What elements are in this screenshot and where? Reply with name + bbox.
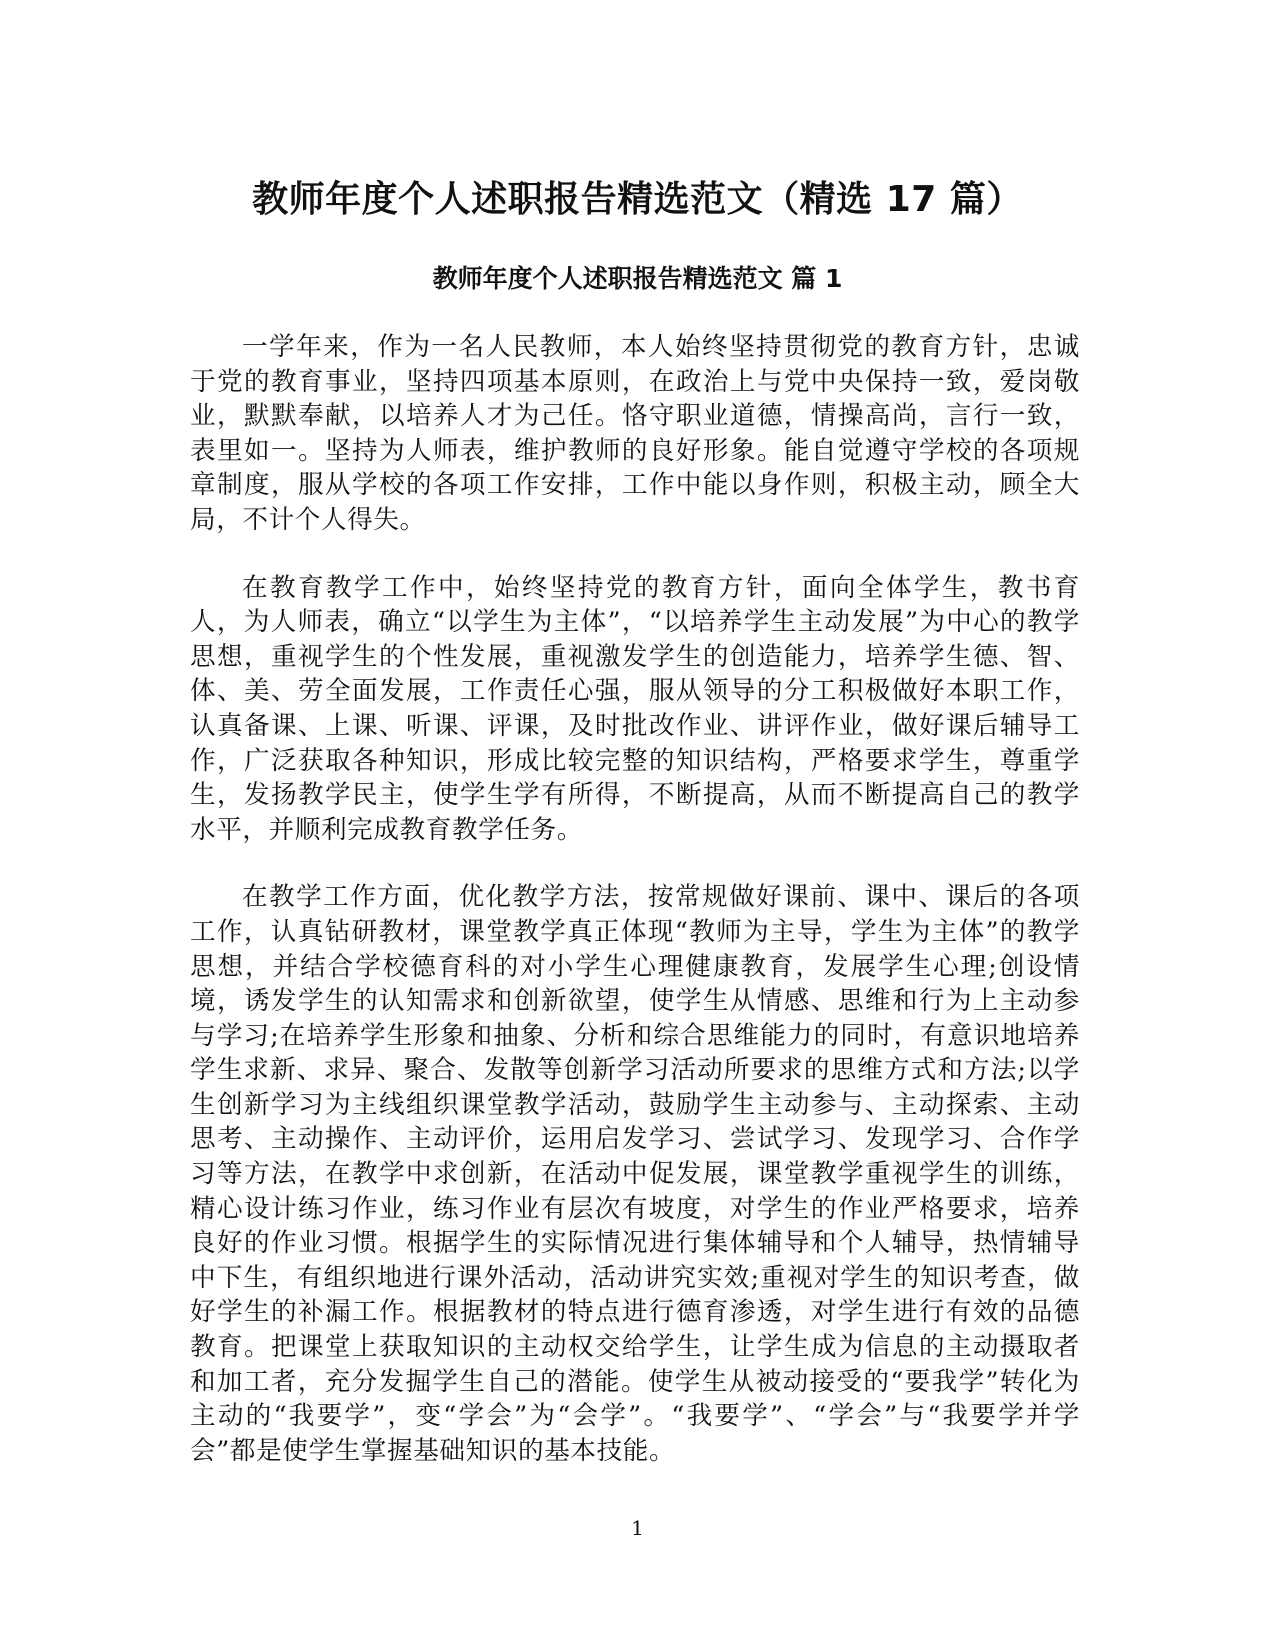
paragraph-2: 在教育教学工作中，始终坚持党的教育方针，面向全体学生，教书育人，为人师表，确立“以学生为主体”，“以培养学生主动发展”为中心的教学思想，重视学生的个性发展，重视激发学生的创造能力，培养学生德、智、体、美、劳全面发展，工作责任心强，服从领导的分工积极做好本职工作，认真备课、上课、听课、评课，及时批改作业、讲评作业，做好课后辅导工作，广泛获取各种知识，形成比较完整的知识结构，严格要求学生，尊重学生，发扬教学民主，使学生学有所得，不断提高，从而不断提高自己的教学水平，并顺利完成教育教学任务。: [190, 572, 1080, 845]
section-heading: 教师年度个人述职报告精选范文 篇 1: [432, 264, 843, 293]
document-title: 教师年度个人述职报告精选范文（精选 17 篇）: [252, 179, 1023, 220]
paragraph-3: 在教学工作方面，优化教学方法，按常规做好课前、课中、课后的各项工作，认真钻研教材，课堂教学真正体现“教师为主导，学生为主体”的教学思想，并结合学校德育科的对小学生心理健康教育，发展学生心理;创设情境，诱发学生的认知需求和创新欲望，使学生从情感、思维和行为上主动参与学习;在培养学生形象和抽象、分析和综合思维能力的同时，有意识地培养学生求新、求异、聚合、发散等创新学习活动所要求的思维方式和方法;以学生创新学习为主线组织课堂教学活动，鼓励学生主动参与、主动探索、主动思考、主动操作、主动评价，运用启发学习、尝试学习、发现学习、合作学习等方法，在教学中求创新，在活动中促发展，课堂教学重视学生的训练，精心设计练习作业，练习作业有层次有坡度，对学生的作业严格要求，培养良好的作业习惯。根据学生的实际情况进行集体辅导和个人辅导，热情辅导中下生，有组织地进行课外活动，活动讲究实效;重视对学生的知识考查，做好学生的补漏工作。根据教材的特点进行德育渗透，对学生进行有效的品德教育。把课堂上获取知识的主动权交给学生，让学生成为信息的主动摄取者和加工者，充分发掘学生自己的潜能。使学生从被动接受的“要我学”转化为主动的“我要学”，变“学会”为“会学”。“我要学”、“学会”与“我要学并学会”都是使学生掌握基础知识的基本技能。: [190, 882, 1080, 1466]
paragraph-1: 一学年来，作为一名人民教师，本人始终坚持贯彻党的教育方针，忠诚于党的教育事业，坚持四项基本原则，在政治上与党中央保持一致，爱岗敬业，默默奉献，以培养人才为己任。恪守职业道德，情操高尚，言行一致，表里如一。坚持为人师表，维护教师的良好形象。能自觉遵守学校的各项规章制度，服从学校的各项工作安排，工作中能以身作则，积极主动，顾全大局，不计个人得失。: [190, 332, 1080, 535]
page-number: 1: [631, 1516, 644, 1540]
body-text: [190, 330, 1080, 1501]
